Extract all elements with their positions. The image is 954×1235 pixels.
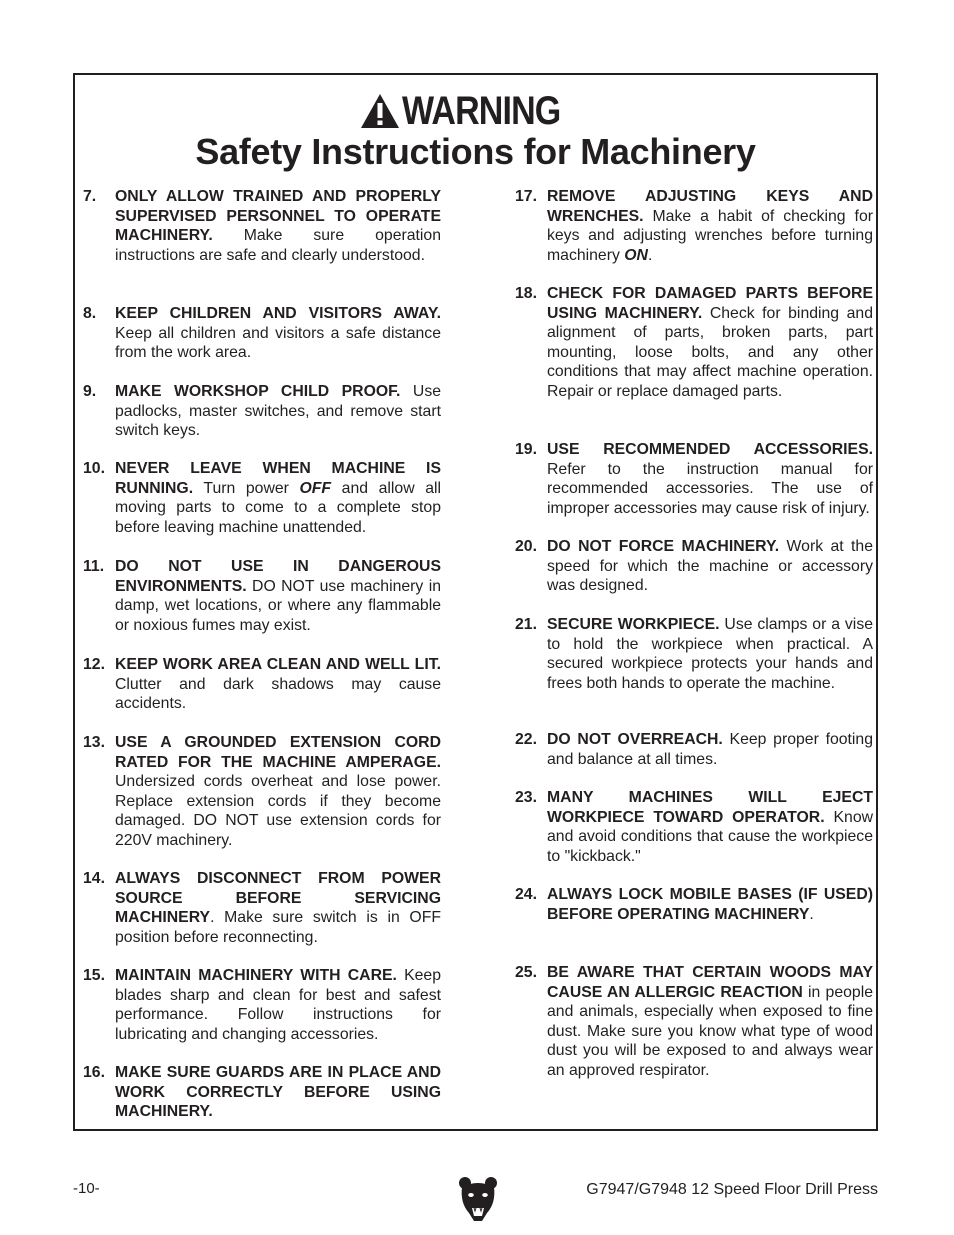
list-item (83, 187, 441, 265)
document-title: G7947/G7948 12 Speed Floor Drill Press (586, 1181, 878, 1198)
item-number: 16. (83, 1064, 105, 1081)
item-emphasis: ON (624, 246, 648, 264)
item-lead: USE RECOMMENDED ACCESSORIES. (547, 441, 873, 458)
item-number: 20. (515, 538, 537, 555)
item-text: Use padlocks, master switches, and remove start switch keys. (115, 383, 442, 439)
item-number: 14. (83, 870, 105, 887)
item-number: 8. (83, 305, 97, 322)
list-item (83, 304, 441, 363)
warning-heading (75, 89, 876, 133)
item-number: 13. (83, 734, 105, 751)
item-emphasis: OFF (299, 479, 332, 497)
item-lead: DO NOT USE IN DANGEROUS ENVIRONMENTS. (115, 558, 441, 595)
list-item (515, 963, 873, 1080)
item-lead: KEEP CHILDREN AND VISITORS AWAY. (115, 305, 441, 322)
item-number: 12. (83, 656, 105, 673)
item-text: in people and animals, especially when exposed to fine dust. Make sure you know what type of wood dust you will be exposed to and always wear an approved respirator. (547, 983, 873, 1079)
list-item (83, 557, 441, 635)
item-lead: MAKE WORKSHOP CHILD PROOF. (115, 383, 401, 400)
item-lead: SECURE WORKPIECE. (547, 616, 720, 633)
item-body (115, 869, 441, 947)
item-text: Refer to the instruction manual for recommended accessories. The use of improper accessories may cause risk of injury. (547, 460, 873, 517)
item-text: Make a habit of checking for keys and adjusting wrenches before turning machinery (547, 207, 873, 264)
list-item (83, 382, 441, 441)
item-number: 23. (515, 789, 537, 806)
item-lead: NEVER LEAVE WHEN MACHINE IS RUNNING. (115, 460, 441, 497)
item-body (547, 788, 873, 866)
item-text: Keep all children and visitors a safe distance from the work area. (115, 324, 441, 361)
item-number: 17. (515, 188, 537, 205)
item-number: 10. (83, 460, 105, 477)
item-body (547, 730, 873, 769)
item-text: Use clamps or a vise to hold the workpiece when practical. A secured workpiece protects your hands and frees both hands to operate the machine. (547, 616, 874, 692)
warning-triangle-icon (360, 93, 400, 129)
item-number: 7. (83, 188, 97, 205)
item-number: 11. (83, 558, 105, 575)
page-number: -10- (73, 1180, 100, 1197)
item-body (547, 885, 873, 924)
item-text: Turn power (193, 479, 300, 497)
item-body (115, 557, 441, 635)
item-text: Keep blades sharp and clean for best and safest performance. Follow instructions for lubricating and changing accessories. (115, 967, 441, 1043)
bear-head-icon (458, 1175, 498, 1223)
item-body (115, 459, 441, 537)
item-body (547, 963, 873, 1080)
item-body (547, 284, 873, 401)
warning-box (73, 73, 878, 1131)
item-number: 22. (515, 731, 537, 748)
item-text: Know and avoid conditions that cause the workpiece to "kickback." (547, 808, 874, 865)
item-text: Make sure operation instructions are safe and clearly understood. (115, 227, 441, 264)
page-title: Safety Instructions for Machinery (195, 131, 756, 172)
item-lead: DO NOT FORCE MACHINERY. (547, 538, 780, 555)
list-item (83, 869, 441, 947)
item-number: 25. (515, 964, 537, 981)
item-text-cont: . (647, 246, 653, 264)
item-lead: MANY MACHINES WILL EJECT WORKPIECE TOWARD OPERATOR. (547, 789, 873, 826)
item-number: 19. (515, 441, 537, 458)
item-lead: MAKE SURE GUARDS ARE IN PLACE AND WORK CORRECTLY BEFORE USING MACHINERY. (115, 1064, 441, 1120)
item-lead: USE A GROUNDED EXTENSION CORD RATED FOR THE MACHINE AMPERAGE. (115, 734, 441, 771)
item-body (115, 733, 441, 850)
item-body (115, 655, 441, 714)
item-number: 18. (515, 285, 537, 302)
item-lead: BE AWARE THAT CERTAIN WOODS MAY CAUSE AN ALLERGIC REACTION (547, 964, 873, 1001)
item-body (115, 304, 441, 363)
item-body (547, 537, 873, 596)
list-item (83, 966, 441, 1044)
list-item (515, 615, 873, 693)
item-body (115, 1063, 441, 1122)
list-item (515, 537, 873, 596)
list-item (515, 730, 873, 769)
item-text: Check for binding and alignment of parts, broken parts, part mounting, loose bolts, and any other conditions that may affect machine operation. Repair or replace damaged parts. (547, 304, 873, 400)
item-text: Clutter and dark shadows may cause accidents. (115, 675, 441, 712)
item-number: 9. (83, 383, 97, 400)
item-text: Keep proper footing and balance at all times. (547, 731, 873, 768)
item-body (547, 440, 873, 518)
list-item (515, 788, 873, 866)
list-item (515, 885, 873, 924)
list-item (515, 284, 873, 401)
list-item (83, 459, 441, 537)
item-text: Undersized cords overheat and lose power. Replace extension cords if they become damaged. DO NOT use extension cords for 220V machinery. (115, 773, 441, 849)
item-lead: ONLY ALLOW TRAINED AND PROPERLY SUPERVISED PERSONNEL TO OPERATE MACHINERY. (115, 188, 441, 244)
list-item (83, 655, 441, 714)
item-body (547, 615, 873, 693)
item-number: 24. (515, 886, 537, 903)
item-body (115, 382, 441, 441)
item-text: . Make sure switch is in OFF position before reconnecting. (115, 909, 441, 946)
list-item (515, 187, 873, 265)
item-body (547, 187, 873, 265)
item-text-cont: and allow all moving parts to come to a complete stop before leaving machine unattended. (115, 479, 441, 536)
item-lead: REMOVE ADJUSTING KEYS AND WRENCHES. (547, 188, 873, 225)
list-item (83, 733, 441, 850)
item-body (115, 187, 441, 265)
item-body (115, 966, 441, 1044)
item-lead: MAINTAIN MACHINERY WITH CARE. (115, 967, 397, 984)
list-item (83, 1063, 441, 1122)
item-lead: KEEP WORK AREA CLEAN AND WELL LIT. (115, 656, 441, 673)
warning-label: WARNING (401, 88, 560, 133)
item-lead: DO NOT OVERREACH. (547, 731, 723, 748)
item-number: 15. (83, 967, 105, 984)
item-text: DO NOT use machinery in damp, wet locations, or where any flammable or noxious fumes may exist. (115, 577, 441, 634)
item-lead: ALWAYS LOCK MOBILE BASES (IF USED) BEFORE OPERATING MACHINERY (547, 886, 873, 923)
item-number: 21. (515, 616, 537, 633)
item-lead: CHECK FOR DAMAGED PARTS BEFORE USING MACHINERY. (547, 285, 873, 322)
item-text: . (809, 905, 814, 923)
item-lead: ALWAYS DISCONNECT FROM POWER SOURCE BEFORE SERVICING MACHINERY (115, 870, 441, 926)
list-item (515, 440, 873, 518)
item-text: Work at the speed for which the machine or accessory was designed. (547, 538, 873, 594)
